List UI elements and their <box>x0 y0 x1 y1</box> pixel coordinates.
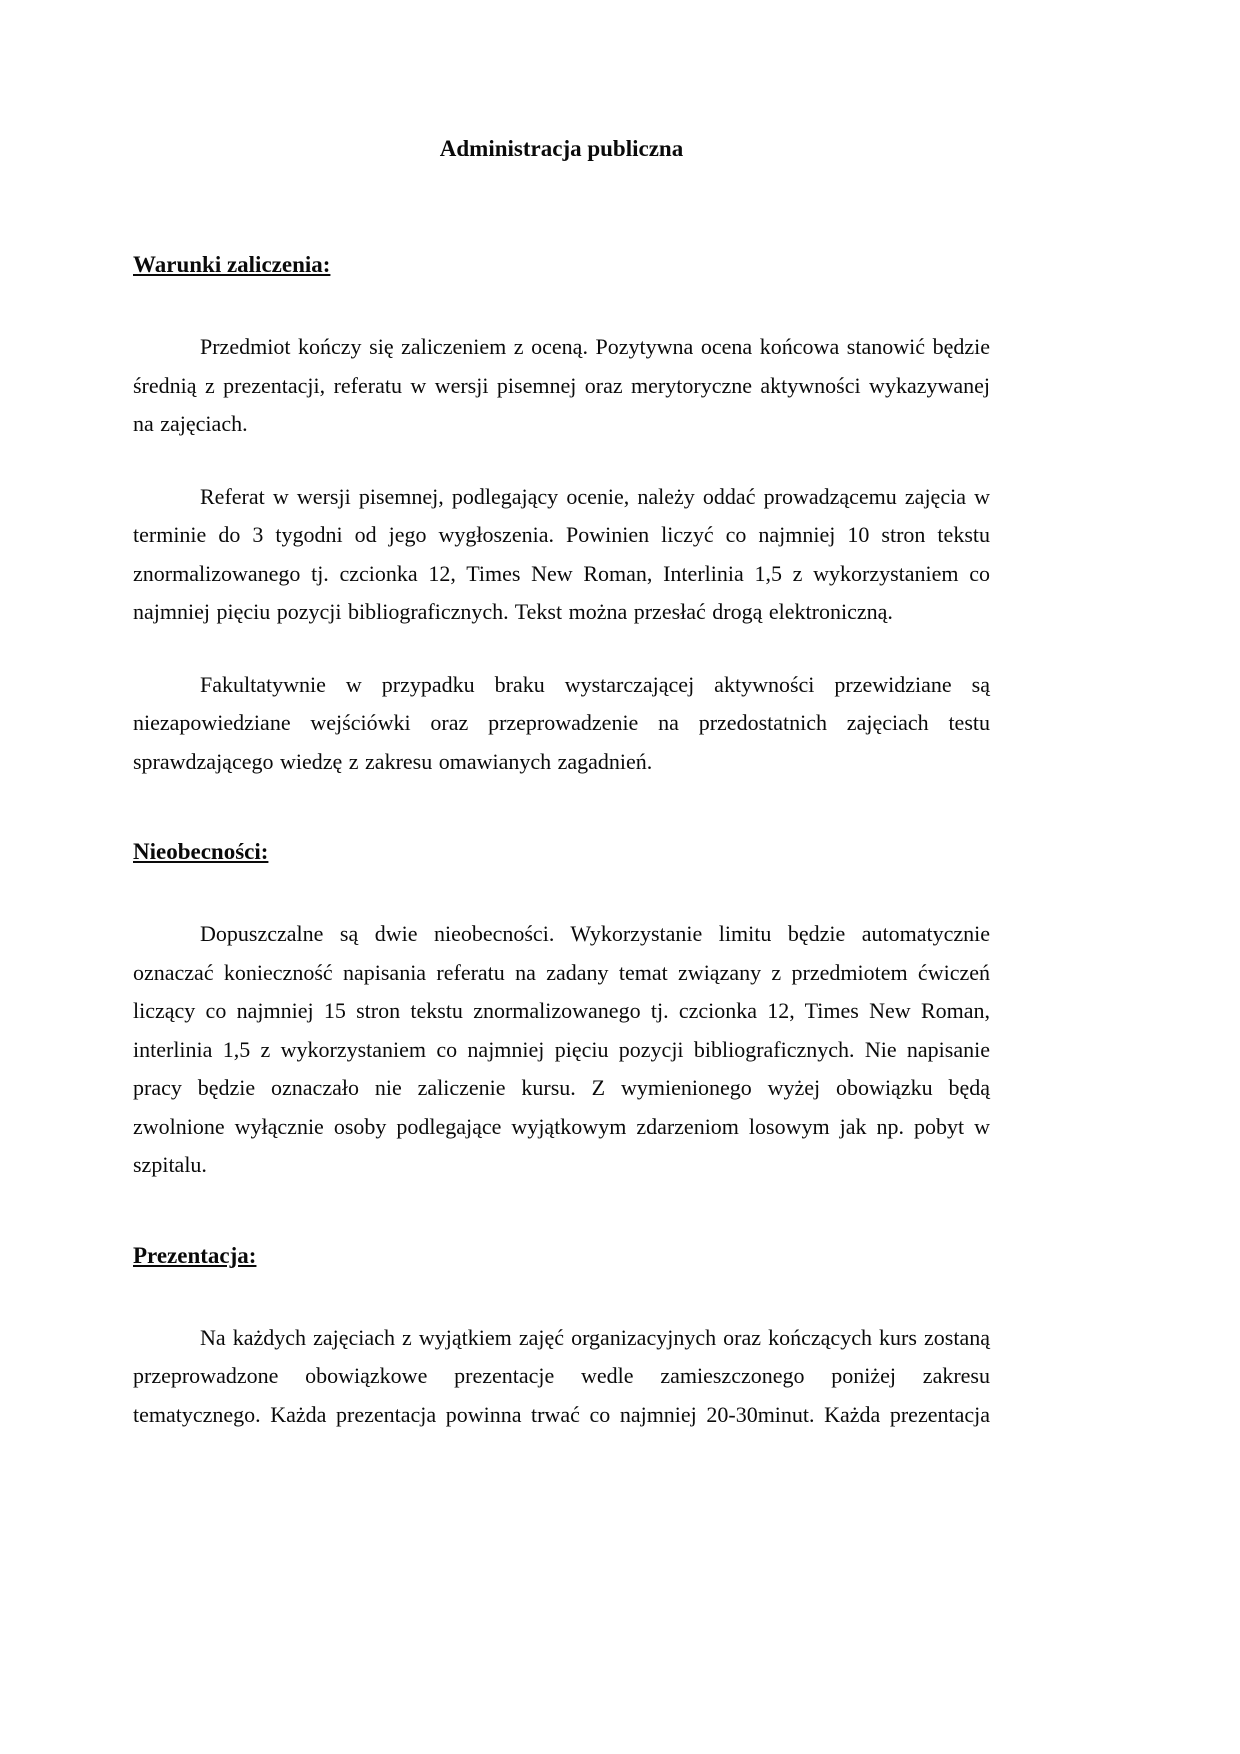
paragraph-prezentacja-1: Na każdych zajęciach z wyjątkiem zajęć organizacyjnych oraz kończących kurs zostaną przeprowadzone obowiązkowe prezentacje wedle zamieszczonego poniżej zakresu tematycznego. Każda prezentacja powinna trwać co najmniej 20-30minut. Każda prezentacja <box>133 1324 990 1427</box>
section-heading-nieobecnosci: Nieobecności: <box>133 839 269 864</box>
paragraph-warunki-1: Przedmiot kończy się zaliczeniem z oceną. Pozytywna ocena końcowa stanowić będzie średnią z prezentacji, referatu w wersji pisemnej oraz merytoryczne aktywności wykazywanej na zajęciach. <box>133 334 990 436</box>
section-heading-prezentacja: Prezentacja: <box>133 1242 257 1268</box>
section-nieobecnosci <box>133 833 990 1185</box>
paragraph-warunki-2: Referat w wersji pisemnej, podlegający ocenie, należy oddać prowadzącemu zajęcia w terminie do 3 tygodni od jego wygłoszenia. Powinien liczyć co najmniej 10 stron tekstu znormalizowanego tj. czcionka 12, Times New Roman, Interlinia 1,5 z wykorzystaniem co najmniej pięciu pozycji bibliograficznych. Tekst można przesłać drogą elektroniczną. <box>133 483 990 624</box>
paragraph-warunki-3: Fakultatywnie w przypadku braku wystarczającej aktywności przewidziane są niezapowiedziane wejściówki oraz przeprowadzenie na przedostatnich zajęciach testu sprawdzającego wiedzę z zakresu omawianych zagadnień. <box>133 671 990 774</box>
document-title: Administracja publiczna <box>439 136 684 161</box>
section-warunki-zaliczenia <box>133 246 990 781</box>
section-heading-warunki-zaliczenia: Warunki zaliczenia: <box>133 252 331 277</box>
section-prezentacja <box>133 1237 990 1435</box>
paragraph-nieobecnosci-1: Dopuszczalne są dwie nieobecności. Wykorzystanie limitu będzie automatycznie oznaczać konieczność napisania referatu na zadany temat związany z przedmiotem ćwiczeń liczący co najmniej 15 stron tekstu znormalizowanego tj. czcionka 12, Times New Roman, interlinia 1,5 z wykorzystaniem co najmniej pięciu pozycji bibliograficznych. Nie napisanie pracy będzie oznaczało nie zaliczenie kursu. Z wymienionego wyżej obowiązku będą zwolnione wyłącznie osoby podlegające wyjątkowym zdarzeniom losowym jak np. pobyt w szpitalu. <box>133 921 990 1177</box>
